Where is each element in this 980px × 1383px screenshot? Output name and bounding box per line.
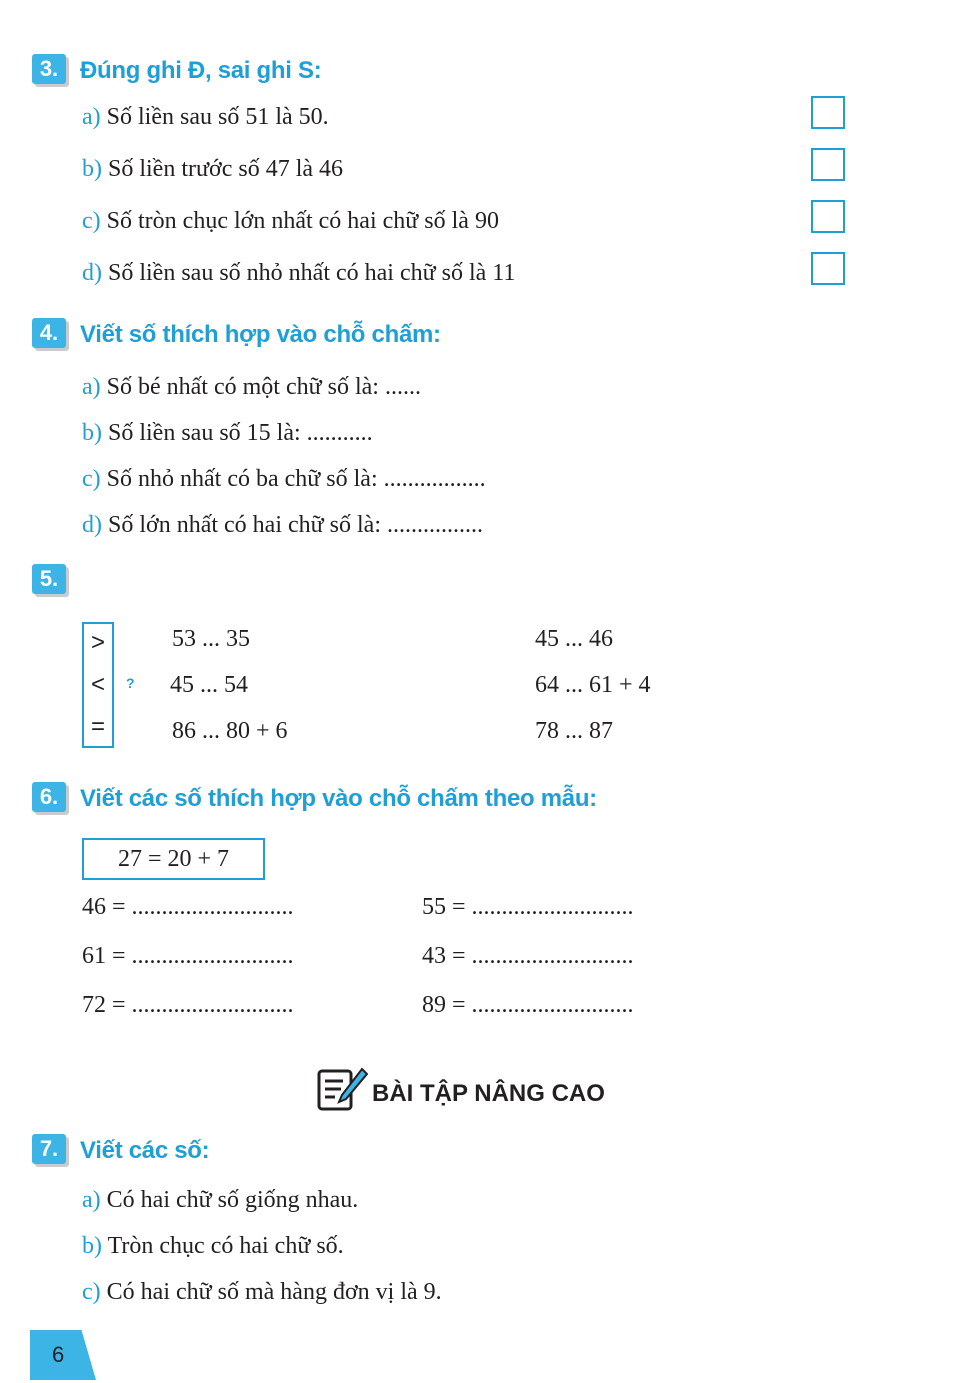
exercise-7-title: Viết các số: [80,1137,210,1164]
exercise-3-item-a [82,102,329,132]
item-label: d) [82,260,102,286]
item-label: d) [82,512,102,538]
answer-box-3b[interactable] [811,148,845,181]
item-label: c) [82,208,101,234]
exercise-3-item-d [82,258,515,288]
item-text: Số liền sau số 51 là 50. [106,104,329,130]
item-label: c) [82,1279,101,1305]
exercise-4-item-d [82,510,483,540]
exercise-7-item-b [82,1231,344,1261]
item-label: a) [82,104,101,130]
comparison-right-1: 45 ... 46 [535,626,613,652]
question-mark: ? [126,675,135,691]
item-text: Số liền trước số 47 là 46 [108,156,344,182]
greater-than-sign: > [90,629,105,656]
exercise-3-number: 3. [32,54,66,84]
answer-box-3a[interactable] [811,96,845,129]
decompose-left-1: 46 = ........................... [82,894,294,920]
comparison-right-2: 64 ... 61 + 4 [535,672,651,698]
exercise-3-item-c [82,206,499,236]
item-text: Số liền sau số 15 là: ........... [108,420,373,446]
comparison-left-3: 86 ... 80 + 6 [172,718,288,744]
exercise-6-number: 6. [32,782,66,812]
item-label: b) [82,420,102,446]
exercise-5-number: 5. [32,564,66,594]
exercise-4-item-b [82,418,373,448]
exercise-4-item-c [82,464,486,494]
comparison-right-3: 78 ... 87 [535,718,613,744]
item-text: Có hai chữ số mà hàng đơn vị là 9. [106,1279,442,1305]
answer-box-3d[interactable] [811,252,845,285]
decompose-left-2: 61 = ........................... [82,943,294,969]
item-label: a) [82,1187,101,1213]
exercise-7-item-c [82,1277,442,1307]
exercise-6-title: Viết các số thích hợp vào chỗ chấm theo mẫu: [80,785,597,812]
item-text: Số lớn nhất có hai chữ số là: ................ [108,512,483,538]
exercise-3-item-b [82,154,343,184]
equals-sign: = [90,713,105,740]
item-text: Tròn chục có hai chữ số. [107,1233,344,1259]
exercise-4-title: Viết số thích hợp vào chỗ chấm: [80,321,441,348]
item-label: b) [82,156,102,182]
decompose-right-3: 89 = ........................... [422,992,634,1018]
decompose-right-1: 55 = ........................... [422,894,634,920]
item-text: Số nhỏ nhất có ba chữ số là: ................. [106,466,486,492]
exercise-4-item-a [82,372,421,402]
answer-box-3c[interactable] [811,200,845,233]
item-text: Số bé nhất có một chữ số là: ...... [106,374,421,400]
exercise-4-number: 4. [32,318,66,348]
item-label: a) [82,374,101,400]
comparison-left-1: 53 ... 35 [172,626,250,652]
item-label: b) [82,1233,102,1259]
comparison-left-2: 45 ... 54 [170,672,248,698]
less-than-sign: < [90,671,105,698]
notepad-pencil-icon [316,1066,368,1114]
item-text: Số liền sau số nhỏ nhất có hai chữ số là 11 [108,260,516,286]
exercise-7-number: 7. [32,1134,66,1164]
decompose-right-2: 43 = ........................... [422,943,634,969]
page-number: 6 [52,1342,65,1367]
item-label: c) [82,466,101,492]
decompose-left-3: 72 = ........................... [82,992,294,1018]
advanced-exercises-title: BÀI TẬP NÂNG CAO [372,1080,605,1107]
exercise-7-item-a [82,1185,358,1215]
exercise-3-title: Đúng ghi Đ, sai ghi S: [80,57,322,84]
sample-box: 27 = 20 + 7 [82,838,265,880]
item-text: Số tròn chục lớn nhất có hai chữ số là 90 [106,208,499,234]
comparison-signs-box [82,622,114,748]
item-text: Có hai chữ số giống nhau. [106,1187,359,1213]
